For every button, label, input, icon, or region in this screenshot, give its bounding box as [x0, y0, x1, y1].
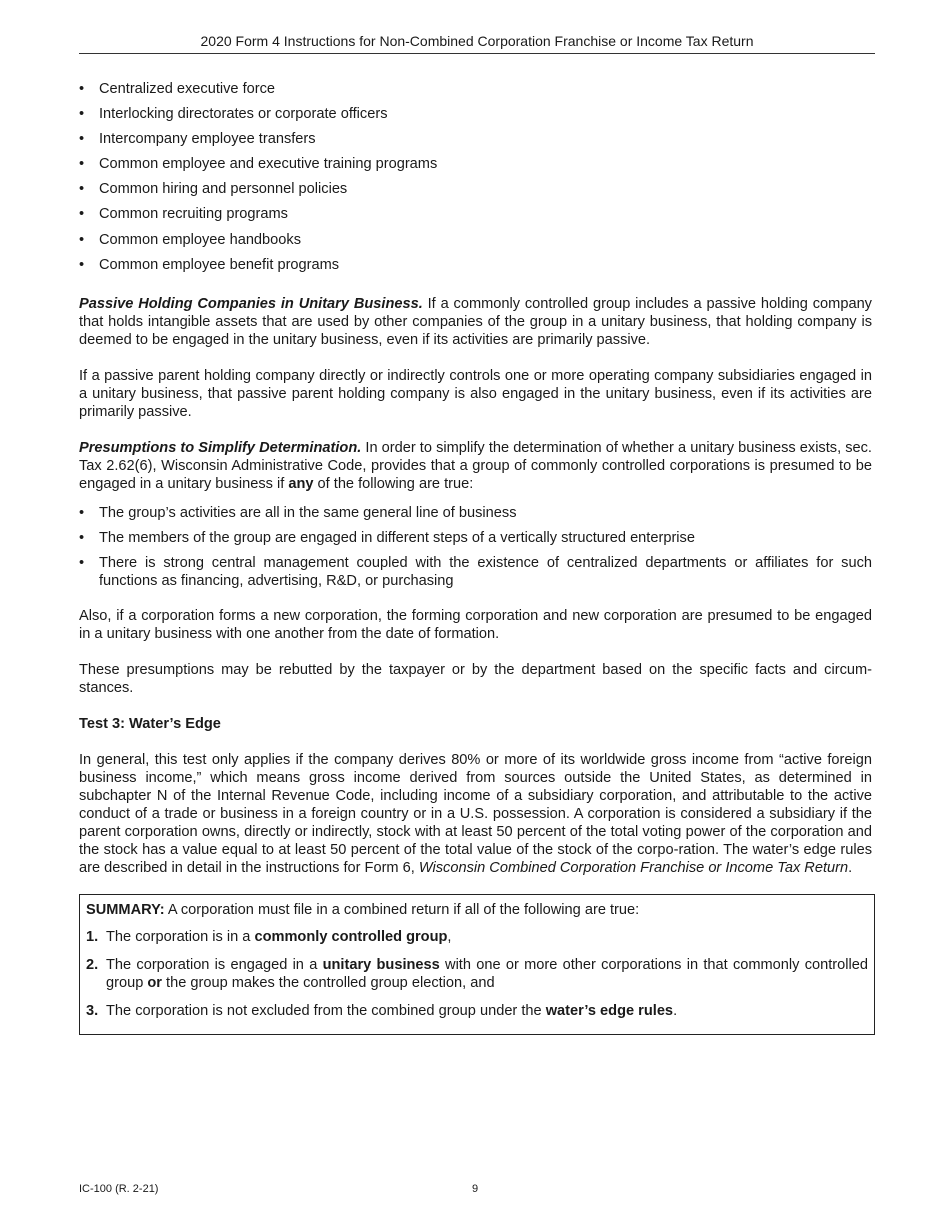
presumptions-text-end: of the following are true: — [313, 475, 474, 492]
list-item: • Common hiring and personnel policies — [79, 180, 872, 198]
summary-item-emphasis: unitary business — [322, 956, 440, 973]
summary-item-emphasis: water’s edge rules — [545, 1002, 674, 1019]
page-header: 2020 Form 4 Instructions for Non-Combined Corporation Franchise or Income Tax Return — [200, 33, 754, 49]
waters-edge-paragraph — [79, 751, 872, 877]
form-id: IC-100 (R. 2-21) — [79, 1183, 159, 1195]
presumptions-list — [79, 504, 872, 590]
summary-intro — [86, 901, 868, 919]
page-content — [79, 80, 872, 1035]
summary-item — [86, 956, 868, 992]
summary-item — [86, 928, 868, 946]
passive-holding-text: If a commonly controlled group includes a passive holding company that holds intangible assets that are used by other companies of the group in a unitary business, that holding company is deemed to be engaged in the unitary business, even if its activities are primarily passive. — [79, 295, 872, 348]
list-item: • Common recruiting programs — [79, 205, 872, 223]
list-item: • The group’s activities are all in the same general line of business — [79, 504, 872, 522]
summary-item-text: The corporation is not excluded from the combined group under the — [106, 1002, 546, 1019]
summary-item-number: 1. — [86, 928, 99, 945]
summary-item-number: 3. — [86, 1002, 99, 1019]
summary-item-emphasis: commonly controlled group — [254, 928, 448, 945]
header-rule — [79, 53, 875, 54]
list-item: • Centralized executive force — [79, 80, 872, 98]
list-item: • Common employee and executive training programs — [79, 155, 872, 173]
form-title: Wisconsin Combined Corporation Franchise or Income Tax Return — [418, 859, 849, 876]
passive-parent-paragraph: If a passive parent holding company directly or indirectly controls one or more operating company subsidiaries engaged in a unitary business, that passive parent holding company is also engaged in the unitary business, even if its activities are primarily passive. — [79, 367, 872, 420]
summary-item-text-mid: with one or more other corporations in that commonly controlled group — [106, 956, 868, 991]
list-item: • Common employee handbooks — [79, 231, 872, 249]
unitary-factors-list — [79, 80, 872, 274]
summary-item-emphasis-or: or — [147, 974, 162, 991]
passive-holding-paragraph — [79, 295, 872, 349]
summary-item-text: The corporation is in a — [106, 928, 255, 945]
summary-item-text: The corporation is engaged in a — [106, 956, 323, 973]
list-item: • There is strong central management coupled with the existence of centralized departments or affiliates for such functions as financing, advertising, R&D, or purchasing — [79, 554, 872, 590]
list-item: • Interlocking directorates or corporate officers — [79, 105, 872, 123]
presumptions-text: In order to simplify the determination of whether a unitary business exists, sec. Tax 2.62(6), Wisconsin Administrative Code, provides that a group of commonly controlled corporations is presumed to be engaged in a unitary business if — [79, 439, 872, 492]
passive-holding-heading: Passive Holding Companies in Unitary Business. — [79, 295, 423, 312]
list-item: • The members of the group are engaged in different steps of a vertically structured enterprise — [79, 529, 872, 547]
presumptions-emphasis: any — [288, 475, 314, 492]
summary-item-text-end: the group makes the controlled group election, and — [161, 974, 495, 991]
list-item: • Intercompany employee transfers — [79, 130, 872, 148]
presumptions-heading: Presumptions to Simplify Determination. — [79, 439, 362, 456]
page-number: 9 — [471, 1183, 479, 1195]
list-item: • Common employee benefit programs — [79, 256, 872, 274]
section-title: Test 3: Water’s Edge — [79, 715, 221, 732]
summary-item-text-end: , — [447, 928, 452, 945]
summary-intro-text: A corporation must file in a combined return if all of the following are true: — [164, 901, 640, 918]
summary-item — [86, 1002, 868, 1020]
rebuttal-paragraph: These presumptions may be rebutted by the taxpayer or by the department based on the specific facts and circum-stances. — [79, 661, 872, 696]
waters-edge-text: In general, this test only applies if the company derives 80% or more of its worldwide gross income from “active foreign business income,” which means gross income derived from sources outside the United States, as determined in subchapter N of the Internal Revenue Code, including income of a subsidiary corporation, and attributable to the active conduct of a trade or business in a foreign country or in a U.S. possession. A corporation is considered a subsidiary if the parent corporation owns, directly or indirectly, stock with at least 50 percent of the total voting power of the corporation and the stock has a value equal to at least 50 percent of the total value of the stock of the corpo-ration. The water’s edge rules are described in detail in the instructions for Form 6, — [79, 751, 872, 876]
summary-item-text-end: . — [673, 1002, 678, 1019]
waters-edge-end: . — [848, 859, 853, 876]
summary-label: SUMMARY: — [86, 901, 165, 918]
presumptions-paragraph — [79, 439, 872, 493]
summary-box — [79, 894, 875, 1035]
summary-item-number: 2. — [86, 956, 99, 973]
new-corporation-paragraph: Also, if a corporation forms a new corporation, the forming corporation and new corporation are presumed to be engaged in a unitary business with one another from the date of formation. — [79, 607, 872, 642]
